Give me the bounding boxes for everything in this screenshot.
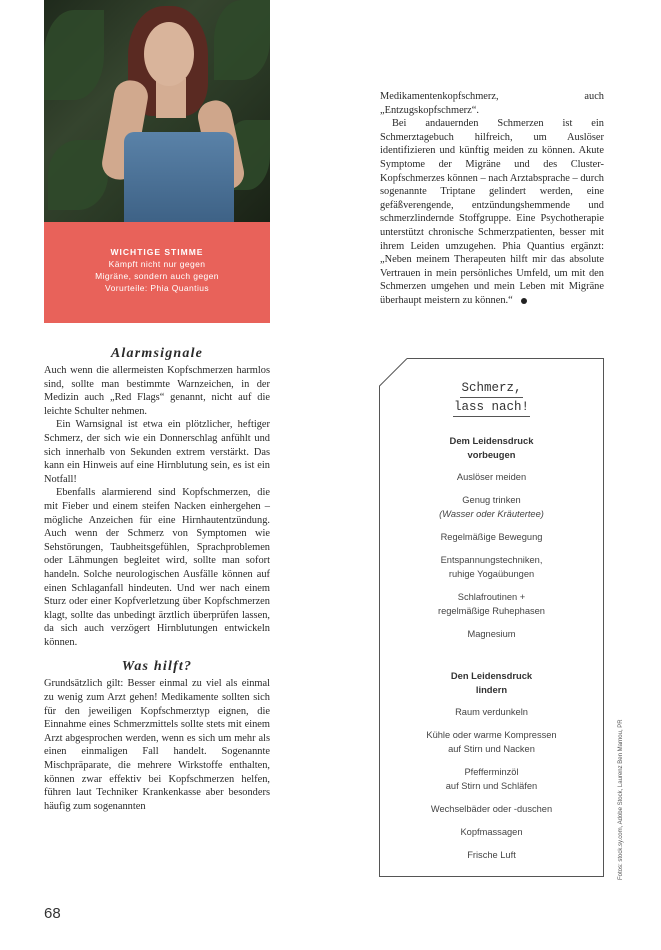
tip-item [379, 802, 604, 816]
denim-top [124, 132, 234, 222]
tip-line: Raum verdunkeln [455, 707, 528, 717]
tip-line: Regelmäßige Bewegung [440, 532, 543, 542]
photo-caption-box [44, 222, 270, 323]
tip-item [379, 728, 604, 756]
section-heading-alarmsignale: Alarmsignale [110, 346, 204, 361]
group-title-line: Dem Leidensdruck [449, 435, 534, 446]
caption-line: Vorurteile: Phia Quantius [104, 283, 210, 293]
tip-item [379, 848, 604, 862]
group-title-line: Den Leidensdruck [450, 670, 533, 681]
tip-line: Wechselbäder oder -duschen [430, 804, 553, 814]
body-paragraph: Ein Warnsignal ist etwa ein plötzlicher, heftiger Schmerz, der sich wie ein Donnerschlag anfühlt und sich innerhalb von Sekunden extrem verstärkt. Das kann ein Hinweis auf eine Hirnblutung sein, es ist ein Notfall! [44, 419, 270, 485]
tip-item [379, 705, 604, 719]
tip-line: Auslöser meiden [456, 472, 527, 482]
tip-line: Pfefferminzöl [464, 767, 519, 777]
tip-line: regelmäßige Ruhephasen [438, 606, 545, 616]
body-paragraph: Medikamentenkopfschmerz, auch „Entzugskopfschmerz“. [380, 91, 604, 116]
tip-line: (Wasser oder Kräutertee) [439, 509, 544, 519]
group-title [379, 434, 604, 462]
tip-item [379, 590, 604, 618]
tip-line: auf Stirn und Nacken [448, 744, 535, 754]
body-paragraph: Grundsätzlich gilt: Besser einmal zu viel als einmal zu wenig zum Arzt gehen! Medikamente sollten sich für den jeweiligen Kopfschmerztyp eignen, die Einnahme eines Schmerzmittels sollte stets mit einem Arzt abgesprochen werden, wenn es sich um mehr als einen einmaligen Fall handelt. Sogenannte Mischpräparate, die mehrere Wirkstoffe enthalten, können zwar effektiv bei Kopfschmerzen helfen, führen laut Techniker Krankenkasse aber besonders häufig zum sogenannten [44, 678, 270, 812]
tip-line: Genug trinken [462, 495, 521, 505]
tips-group-lindern [379, 669, 604, 862]
left-text-column [44, 344, 270, 813]
person-face [144, 22, 194, 86]
tip-line: ruhige Yogaübungen [448, 569, 535, 579]
tip-line: Schlafroutinen + [457, 592, 526, 602]
tips-box [379, 358, 604, 877]
section-heading-was-hilft: Was hilft? [121, 659, 193, 675]
plant-leaf [214, 0, 270, 80]
tip-line: auf Stirn und Schläfen [445, 781, 538, 791]
tips-group-vorbeugen [379, 434, 604, 641]
tip-item [379, 825, 604, 839]
right-text-column [380, 90, 604, 308]
tip-line: Kopfmassagen [460, 827, 523, 837]
caption-line: Migräne, sondern auch gegen [95, 271, 219, 281]
tip-line: Entspannungstechniken, [440, 555, 543, 565]
tips-title-line: lass nach! [453, 398, 530, 417]
group-title-line: lindern [475, 684, 508, 695]
tip-line: Kühle oder warme Kompressen [426, 730, 557, 740]
group-title [379, 669, 604, 697]
tip-item [379, 553, 604, 581]
tip-line: Frische Luft [467, 850, 516, 860]
tips-title-line: Schmerz, [460, 379, 522, 398]
end-of-article-dot [521, 298, 527, 304]
tip-item [379, 470, 604, 484]
body-paragraph [380, 117, 604, 307]
tips-box-title [379, 379, 604, 417]
tip-item [379, 765, 604, 793]
portrait-photo [44, 0, 270, 222]
body-paragraph-text: Bei andauernden Schmerzen ist ein Schmerztagebuch hilfreich, um Auslöser identifizieren und künftig meiden zu können. Akute Symptome der Migräne und des Cluster-Kopfschmerzes können – nach Arztabsprache – durch sogenannte Triptane gelindert werden, eine gefäßverengende, entzündungshemmende und schmerzlindernde Stoffgruppe. Eine Psychotherapie unterstützt chronische Schmerzpatienten, besser mit ihrem Leiden umzugehen. Phia Quantius ergänzt: „Neben meinem Therapeuten hilft mir das absolute Vertrauen in mein persönliches Umfeld, um mit den Schmerzen umgehen und mein Leben mit Migräne überhaupt meistern zu können.“ [380, 118, 604, 306]
body-paragraph: Ebenfalls alarmierend sind Kopfschmerzen, die mit Fieber und einem steifen Nacken einhergehen – mögliche Anzeichen für eine Hirnhautentzündung. Auch wenn der Schmerz von Symptomen wie Sehstörungen, Taubheitsgefühlen, Sprachproblemen oder Lähmungen begleitet wird, sollte man sofort handeln. Solche neurologischen Ausfälle können auf einen Schlaganfall hindeuten. Und wer nach einem Sturz oder einer Kopfverletzung über Kopfschmerzen klagt, sollte das unbedingt ärztlich überprüfen lassen, da sich auch verzögert Hirnblutungen entwickeln können. [44, 487, 270, 648]
tip-item [379, 493, 604, 521]
tip-line: Magnesium [467, 629, 516, 639]
page-number: 68 [44, 905, 61, 922]
plant-leaf [48, 140, 108, 210]
plant-leaf [44, 10, 104, 100]
body-paragraph: Auch wenn die allermeisten Kopfschmerzen harmlos sind, sollte man bestimmte Warnzeichen, in der Medizin auch „Red Flags“ genannt, nicht auf die leichte Schulter nehmen. [44, 365, 270, 417]
tip-item [379, 530, 604, 544]
caption-line: Kämpft nicht nur gegen [108, 259, 206, 269]
tip-item [379, 627, 604, 641]
photo-credit: Fotos: stock.sy.com, Adobe Stock, Laurenz Ben Marnou, PR [618, 719, 624, 880]
caption-label: WICHTIGE STIMME [110, 247, 204, 257]
group-title-line: vorbeugen [467, 449, 516, 460]
